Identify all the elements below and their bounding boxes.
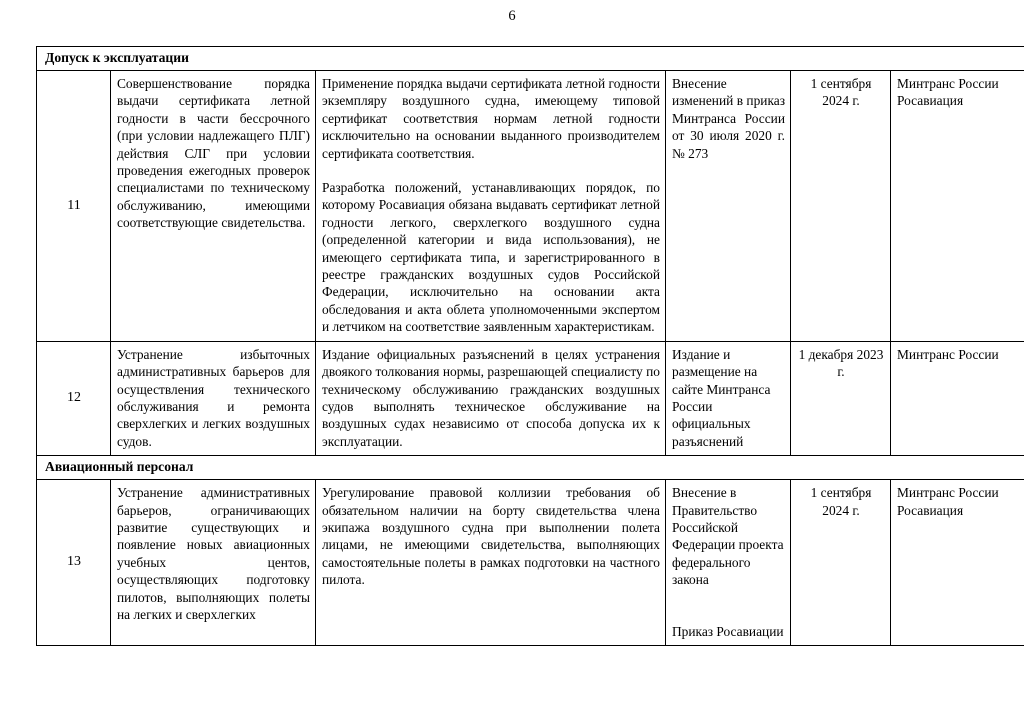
row-task: Совершенствование порядка выдачи сертификата летной годности в части бессрочного (при условии надлежащего ПЛГ) действия СЛГ при условии проведения ежегодных проверок специалистами по техническому обслуживанию, имеющими соответствующие свидетельства. xyxy=(111,71,316,342)
roadmap-table xyxy=(36,46,1024,646)
row-number: 11 xyxy=(37,71,111,342)
row-result-spacer xyxy=(672,589,785,623)
row-task: Устранение избыточных административных барьеров для осуществления технического обслуживания и ремонта сверхлегких и легких воздушных судов. xyxy=(111,341,316,455)
row-description xyxy=(316,71,666,342)
table-row xyxy=(37,71,1024,342)
page-number: 6 xyxy=(508,8,516,24)
row-task: Устранение административных барьеров, ограничивающих развитие существующих и появление новых авиационных учебных центов, осуществляющих подготовку пилотов, выполняющих полеты на легких и сверхлегких xyxy=(111,480,316,646)
row-description-paragraph: Урегулирование правовой коллизии требования об обязательном наличии на борту свидетельства члена экипажа воздушного судна при выполнении полета лицами, не имеющими свидетельства, выполняющих самостоятельные полеты в рамках подготовки на частного пилота. xyxy=(322,485,660,588)
row-number: 12 xyxy=(37,341,111,455)
section-title: Авиационный персонал xyxy=(37,456,1024,480)
row-responsible: Минтранс России xyxy=(891,341,1024,455)
row-date: 1 сентября 2024 г. xyxy=(791,71,891,342)
section-title: Допуск к эксплуатации xyxy=(37,47,1024,71)
table-row xyxy=(37,480,1024,646)
row-responsible: Минтранс России Росавиация xyxy=(891,480,1024,646)
row-responsible: Минтранс России Росавиация xyxy=(891,71,1024,342)
row-description xyxy=(316,341,666,455)
row-description-paragraph: Разработка положений, устанавливающих порядок, по которому Росавиация обязана выдавать сертификат летной годности легкого, сверхлегкого воздушного судна (определенной категории и вида использования), не имеющего сертификата типа, и зарегистрированного в реестре гражданских воздушных судов Российской Федерации, исключительно на основании акта обследования и акта облета уполномоченными экспертом и летчиком на соответствие заявленным характеристикам. xyxy=(322,180,660,335)
row-date: 1 сентября 2024 г. xyxy=(791,480,891,646)
row-result: Издание и размещение на сайте Минтранса России официальных разъяснений xyxy=(666,341,791,455)
row-number: 13 xyxy=(37,480,111,646)
section-header-row xyxy=(37,47,1024,71)
table-row xyxy=(37,341,1024,455)
section-header-row xyxy=(37,456,1024,480)
row-description-paragraph: Применение порядка выдачи сертификата летной годности экземпляру воздушного судна, имеющему типовой сертификат соответствия нормам летной годности исключительно на основании выданного производителем сертификата соответствия. xyxy=(322,76,660,161)
row-result-extra: Приказ Росавиации xyxy=(672,623,784,639)
row-description xyxy=(316,480,666,646)
row-result xyxy=(666,480,791,646)
row-description-paragraph: Издание официальных разъяснений в целях устранения двоякого толкования нормы, разрешающей специалисту по техническому обслуживанию гражданских воздушных судов выполнять техническое обслуживание на воздушных судах независимо от способа допуска их к эксплуатации. xyxy=(322,346,660,449)
row-result-main: Внесение в Правительство Российской Федерации проекта федерального закона xyxy=(672,485,784,588)
row-date: 1 декабря 2023 г. xyxy=(791,341,891,455)
row-result: Внесение изменений в приказ Минтранса России от 30 июля 2020 г. № 273 xyxy=(666,71,791,342)
